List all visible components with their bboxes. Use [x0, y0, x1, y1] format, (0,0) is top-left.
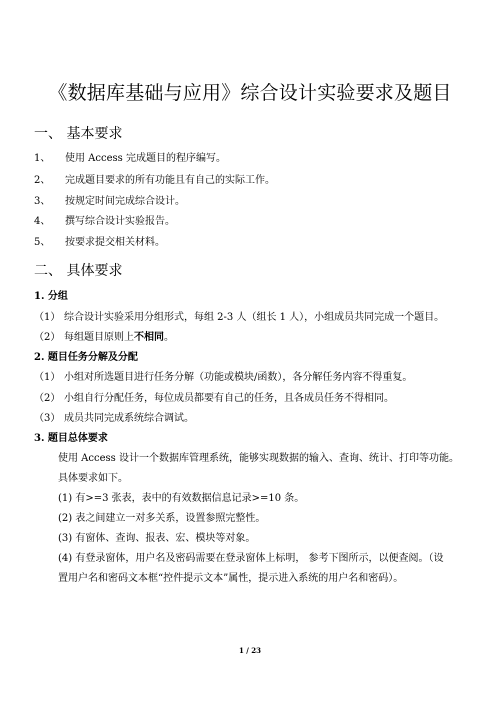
- requirement-item: (3) 有窗体、查询、报表、宏、模块等对象。: [58, 533, 256, 544]
- paragraph-number: （2）: [34, 332, 61, 343]
- list-item-text: 撰写综合设计实验报告。: [65, 216, 175, 227]
- document-title: 《数据库基础与应用》综合设计实验要求及题目: [48, 82, 452, 104]
- requirement-item: (1) 有>=3 张表，表中的有效数据信息记录>=10 条。: [58, 493, 305, 504]
- subsection-title-task-allocation: 2. 题目任务分解及分配: [34, 352, 138, 363]
- list-item-text: 完成题目要求的所有功能且有自己的实际工作。: [65, 175, 275, 186]
- paragraph-text-prefix: 每组题目原则上: [64, 332, 134, 343]
- page-number: 1 / 23: [238, 646, 262, 655]
- list-item-text: 使用 Access 完成题目的程序编写。: [65, 153, 226, 164]
- subsection-title-grouping: 1. 分组: [34, 291, 68, 302]
- paragraph-number: （1）: [34, 312, 61, 323]
- paragraph-text: 成员共同完成系统综合调试。: [64, 413, 194, 424]
- list-item-number: 2、: [34, 175, 51, 186]
- list-item-number: 5、: [34, 237, 51, 248]
- requirement-item-continued: 置用户名和密码文本框“控件提示文本”属性，提示进入系统的用户名和密码）。: [58, 573, 404, 584]
- emphasis-text: 不相同: [134, 332, 164, 343]
- paragraph-number: （1）: [34, 372, 61, 383]
- paragraph-text: 小组对所选题目进行任务分解（功能或模块/函数），各分解任务内容不得重复。: [64, 372, 413, 383]
- paragraph-text: 综合设计实验采用分组形式，每组 2-3 人（组长 1 人），小组成员共同完成一个题目。: [64, 312, 445, 323]
- requirement-item: (2) 表之间建立一对多关系，设置参照完整性。: [58, 513, 266, 524]
- paragraph-text: 具体要求如下。: [58, 473, 128, 484]
- subsection-title-overall: 3. 题目总体要求: [34, 433, 108, 444]
- paragraph-text: 使用 Access 设计一个数据库管理系统，能够实现数据的输入、查询、统计、打印等功能。: [58, 453, 459, 464]
- list-item-text: 按规定时间完成综合设计。: [65, 196, 185, 207]
- paragraph-number: （2）: [34, 393, 61, 404]
- list-item-number: 4、: [34, 216, 51, 227]
- requirement-item: (4) 有登录窗体，用户名及密码需要在登录窗体上标明， 参考下图所示，以便查阅。（设: [58, 553, 444, 564]
- paragraph-text-suffix: 。: [164, 332, 174, 343]
- paragraph-number: （3）: [34, 413, 61, 424]
- section-heading-basic: 一、 基本要求: [34, 126, 123, 142]
- list-item-number: 1、: [34, 153, 51, 164]
- list-item-number: 3、: [34, 196, 51, 207]
- paragraph-text: [64, 331, 174, 345]
- paragraph-text: 小组自行分配任务，每位成员都要有自己的任务，且各成员任务不得相同。: [64, 393, 394, 404]
- list-item-text: 按要求提交相关材料。: [65, 237, 165, 248]
- section-heading-specific: 二、 具体要求: [34, 263, 123, 279]
